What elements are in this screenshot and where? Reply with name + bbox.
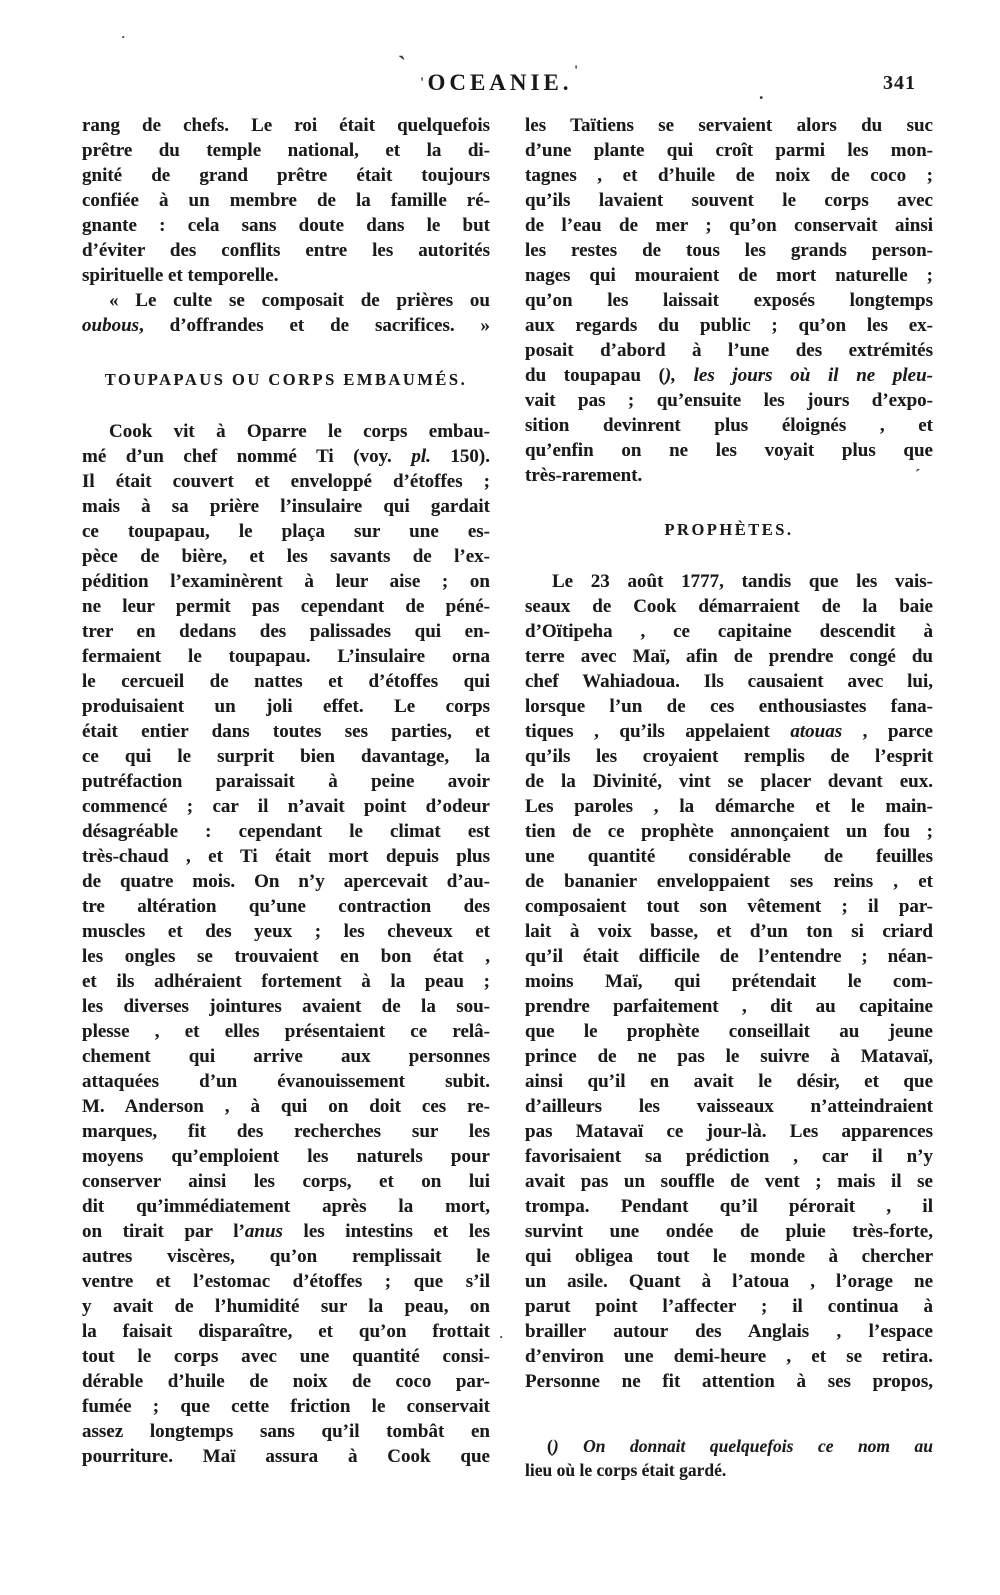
text-line: Cook vit à Oparre le corps embau- [109,421,490,442]
running-title: OCEANIE. [427,70,573,95]
text-line: avait pas un souffle de vent ; mais il se [525,1171,933,1192]
text-line: pourriture. Maï assura à Cook que [82,1446,490,1467]
text-line: moins Maï, qui prétendait le com- [525,971,933,992]
text-line: commencé ; car il n’avait point d’odeur [82,796,490,817]
text-line: ce toupapau, le plaça sur une es- [82,521,490,542]
page-header [0,70,1000,104]
text-line: ce qui le surprit bien davantage, la [82,746,490,767]
text-line: tre altération qu’une contraction des [82,896,490,917]
text-line: mé d’un chef nommé Ti (voy. pl. 150). [82,446,491,467]
scan-artifact: ` [398,53,406,79]
text-line: tien de ce prophète annonçaient un fou ; [525,821,933,842]
text-line: attaquées d’un évanouissement subit. [82,1071,490,1092]
text-line: les Taïtiens se servaient alors du suc [525,115,933,136]
text-line: chement qui arrive aux personnes [82,1046,490,1067]
text-line: ventre et l’estomac d’étoffes ; que s’il [82,1271,490,1292]
text-line: autres viscères, qu’on remplissait le [82,1246,490,1267]
text-line: fumée ; que cette friction le conservait [82,1396,490,1417]
text-line: dérable d’huile de noix de coco par- [82,1371,490,1392]
left-column [82,113,490,1469]
text-line: muscles et des yeux ; les cheveux et [82,921,490,942]
text-line: Les paroles , la démarche et le main- [525,796,933,817]
text-line: gnante : cela sans doute dans le but [82,215,490,236]
text-line: de l’eau de mer ; qu’on conservait ainsi [525,215,933,236]
text-line: seaux de Cook démarraient de la baie [525,596,933,617]
text-line: assez longtemps sans qu’il tombât en [82,1421,490,1442]
text-line: lorsque l’un de ces enthousiastes fana- [525,696,933,717]
text-line: très-rarement. [525,465,643,486]
text-line: posait d’abord à l’une des extrémités [525,340,933,361]
text-line: pèce de bière, et les savants de l’ex- [82,546,490,567]
text-line: oubous, d’offrandes et de sacrifices. » [82,315,490,336]
text-line: survint une ondée de pluie très-forte, [525,1221,933,1242]
text-line: ne leur permit pas cependant de péné- [82,596,490,617]
text-line: et ils adhéraient fortement à la peau ; [82,971,490,992]
text-line: aux regards du public ; qu’on les ex- [525,315,933,336]
text-line: du toupapau (), les jours où il ne pleu- [525,365,933,386]
text-line: plesse , et elles présentaient ce relâ- [82,1021,490,1042]
text-line: Il était couvert et enveloppé d’étoffes ; [82,471,490,492]
text-line: nages qui mouraient de mort naturelle ; [525,265,933,286]
text-line: qu’ils lavaient souvent le corps avec [525,190,933,211]
text-line: qui obligea tout le monde à chercher [525,1246,933,1267]
text-line: pas Matavaï ce jour-là. Les apparences [525,1121,933,1142]
text-line: () On donnait quelquefois ce nom au [547,1436,933,1456]
text-line: rang de chefs. Le roi était quelquefois [82,115,490,136]
text-line: très-chaud , et Ti était mort depuis plus [82,846,490,867]
text-line: sition devinrent plus éloignés , et [525,415,933,436]
text-line: spirituelle et temporelle. [82,265,279,286]
text-line: tout le corps avec une quantité consi- [82,1346,490,1367]
scan-artifact: ' [574,63,579,79]
scan-artifact: ' [420,75,425,91]
text-line: d’ailleurs les vaisseaux n’atteindraient [525,1096,933,1117]
text-line: de la Divinité, vint se placer devant eux. [525,771,933,792]
text-line: désagréable : cependant le climat est [82,821,490,842]
text-line: trompa. Pendant qu’il pérorait , il [525,1196,933,1217]
text-line: de bananier enveloppaient ses reins , et [525,871,933,892]
text-line: dit qu’immédiatement après la mort, [82,1196,490,1217]
text-line: « Le culte se composait de prières ou [109,290,490,311]
text-line: fermaient le toupapau. L’insulaire orna [82,646,490,667]
scan-artifact: . [759,83,764,103]
text-line: un asile. Quant à l’atoua , l’orage ne [525,1271,933,1292]
footnote [525,1434,933,1482]
right-column-text [525,113,933,1394]
text-line: Personne ne fit attention à ses propos, [525,1371,933,1392]
text-line: d’éviter des conflits entre les autorités [82,240,490,261]
text-line: prendre parfaitement , dit au capitaine [525,996,933,1017]
text-line: de quatre mois. On n’y apercevait d’au- [82,871,490,892]
text-line: moyens qu’emploient les naturels pour [82,1146,490,1167]
scan-artifact: ´ [915,467,921,484]
text-line: une quantité considérable de feuilles [525,846,933,867]
text-line: confiée à un membre de la famille ré- [82,190,490,211]
text-line: putréfaction paraissait à peine avoir [82,771,490,792]
text-line: était entier dans toutes ses parties, et [82,721,490,742]
text-line: trer en dedans des palissades qui en- [82,621,490,642]
text-line: lait à voix basse, et d’un ton si criard [525,921,933,942]
text-line: les diverses jointures avaient de la sou- [82,996,490,1017]
page-number: 341 [883,72,916,94]
text-line: prince de ne pas le suivre à Matavaï, [525,1046,933,1067]
text-line: prêtre du temple national, et la di- [82,140,490,161]
text-line: les ongles se trouvaient en bon état , [82,946,490,967]
text-line: produisaient un joli effet. Le corps [82,696,490,717]
text-line: que le prophète conseillait au jeune [525,1021,933,1042]
text-line: gnité de grand prêtre était toujours [82,165,490,186]
text-line: favorisaient sa prédiction , car il n’y [525,1146,933,1167]
section-heading: TOUPAPAUS OU CORPS EMBAUMÉS. [104,370,468,389]
section-heading: PROPHÈTES. [664,520,794,539]
text-line: y avait de l’humidité sur la peau, on [82,1296,490,1317]
text-line: qu’on les laissait exposés longtemps [525,290,933,311]
text-line: vait pas ; qu’ensuite les jours d’expo- [525,390,933,411]
text-line: lieu où le corps était gardé. [525,1460,727,1480]
scan-artifact: · [121,29,126,44]
text-line: le cercueil de nattes et d’étoffes qui [82,671,490,692]
text-line: terre avec Maï, afin de prendre congé du [525,646,933,667]
text-line: mais à sa prière l’insulaire qui gardait [82,496,490,517]
text-line: qu’enfin on ne les voyait plus que [525,440,933,461]
text-line: chef Wahiadoua. Ils causaient avec lui, [525,671,933,692]
text-line: tiques , qu’ils appelaient atouas , parce [525,721,933,742]
right-column [525,113,933,1482]
text-line: ainsi qu’il en avait le désir, et que [525,1071,933,1092]
text-line: la faisait disparaître, et qu’on frottait [82,1321,490,1342]
text-line: marques, fit des recherches sur les [82,1121,490,1142]
text-line: d’environ une demi-heure , et se retira. [525,1346,933,1367]
text-line: qu’ils les croyaient remplis de l’esprit [525,746,933,767]
text-line: M. Anderson , à qui on doit ces re- [82,1096,490,1117]
text-line: on tirait par l’anus les intestins et les [82,1221,490,1242]
scan-artifact: · [499,1329,504,1344]
text-line: d’Oïtipeha , ce capitaine descendit à [525,621,933,642]
text-line: parut point l’affecter ; il continua à [525,1296,933,1317]
text-line: composaient tout son vêtement ; il par- [525,896,933,917]
text-line: brailler autour des Anglais , l’espace [525,1321,933,1342]
text-line: d’une plante qui croît parmi les mon- [525,140,933,161]
text-line: Le 23 août 1777, tandis que les vais- [552,571,933,592]
text-line: pédition l’examinèrent à leur aise ; on [82,571,490,592]
text-line: qu’il était difficile de l’entendre ; néan- [525,946,933,967]
text-line: tagnes , et d’huile de noix de coco ; [525,165,933,186]
text-line: conserver ainsi les corps, et on lui [82,1171,490,1192]
text-line: les restes de tous les grands person- [525,240,933,261]
